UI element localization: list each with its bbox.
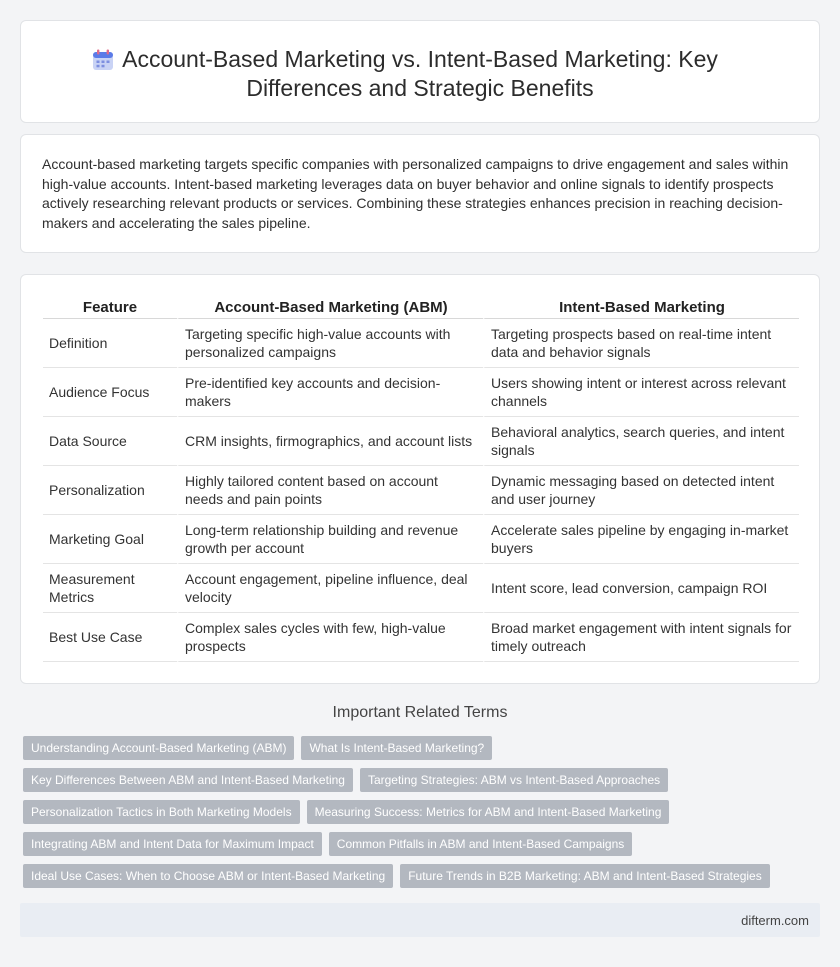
related-term-link[interactable]: Understanding Account-Based Marketing (ABM): [23, 736, 294, 760]
table-row: [43, 515, 799, 564]
intro-card: [20, 134, 820, 253]
related-term-link[interactable]: Measuring Success: Metrics for ABM and Intent-Based Marketing: [307, 800, 670, 824]
intent-cell: Intent score, lead conversion, campaign ROI: [483, 564, 799, 613]
feature-cell: Measurement Metrics: [43, 564, 177, 613]
related-term-link[interactable]: Future Trends in B2B Marketing: ABM and Intent-Based Strategies: [400, 864, 770, 888]
related-term-link[interactable]: Key Differences Between ABM and Intent-Based Marketing: [23, 768, 353, 792]
header-abm: Account-Based Marketing (ABM): [177, 295, 483, 319]
intent-cell: Dynamic messaging based on detected intent and user journey: [483, 466, 799, 515]
abm-cell: Targeting specific high-value accounts with personalized campaigns: [177, 319, 483, 368]
site-link[interactable]: difterm.com: [741, 913, 809, 928]
related-terms-heading: Important Related Terms: [332, 704, 508, 721]
feature-cell: Personalization: [43, 466, 177, 515]
intent-cell: Accelerate sales pipeline by engaging in-market buyers: [483, 515, 799, 564]
intent-cell: Behavioral analytics, search queries, and intent signals: [483, 417, 799, 466]
table-row: [43, 466, 799, 515]
intent-cell: Targeting prospects based on real-time intent data and behavior signals: [483, 319, 799, 368]
related-term-link[interactable]: Personalization Tactics in Both Marketing Models: [23, 800, 300, 824]
feature-cell: Data Source: [43, 417, 177, 466]
header-feature: Feature: [43, 295, 177, 319]
related-term-link[interactable]: Ideal Use Cases: When to Choose ABM or Intent-Based Marketing: [23, 864, 393, 888]
abm-cell: Long-term relationship building and revenue growth per account: [177, 515, 483, 564]
intent-cell: Users showing intent or interest across relevant channels: [483, 368, 799, 417]
feature-cell: Best Use Case: [43, 613, 177, 662]
abm-cell: Pre-identified key accounts and decision-makers: [177, 368, 483, 417]
related-term-link[interactable]: Targeting Strategies: ABM vs Intent-Based Approaches: [360, 768, 668, 792]
comparison-card: [20, 274, 820, 684]
table-row: [43, 564, 799, 613]
abm-cell: CRM insights, firmographics, and account lists: [177, 417, 483, 466]
abm-cell: Complex sales cycles with few, high-value prospects: [177, 613, 483, 662]
table-row: [43, 613, 799, 662]
related-term-link[interactable]: Common Pitfalls in ABM and Intent-Based Campaigns: [329, 832, 632, 856]
table-row: [43, 368, 799, 417]
abm-cell: Account engagement, pipeline influence, deal velocity: [177, 564, 483, 613]
table-row: [43, 417, 799, 466]
abm-cell: Highly tailored content based on account needs and pain points: [177, 466, 483, 515]
feature-cell: Marketing Goal: [43, 515, 177, 564]
header-intent: Intent-Based Marketing: [483, 295, 799, 319]
related-term-link[interactable]: What Is Intent-Based Marketing?: [301, 736, 492, 760]
page-title: Account-Based Marketing vs. Intent-Based Marketing: Key Differences and Strategic Benefits: [122, 46, 718, 101]
intent-cell: Broad market engagement with intent signals for timely outreach: [483, 613, 799, 662]
feature-cell: Audience Focus: [43, 368, 177, 417]
related-term-link[interactable]: Integrating ABM and Intent Data for Maximum Impact: [23, 832, 322, 856]
comparison-table: [43, 295, 799, 662]
related-terms-list: [23, 736, 823, 896]
feature-cell: Definition: [43, 319, 177, 368]
title-card: [20, 20, 820, 123]
intro-paragraph: Account-based marketing targets specific companies with personalized campaigns to drive engagement and sales within high-value accounts. Intent-based marketing leverages data on buyer behavior and online signals to identify prospects actively researching relevant products or services. Combining these strategies enhances precision in reaching decision-makers and accelerating the sales pipeline.: [42, 156, 789, 231]
table-header-row: [43, 295, 799, 319]
table-row: [43, 319, 799, 368]
footer: [20, 903, 820, 937]
